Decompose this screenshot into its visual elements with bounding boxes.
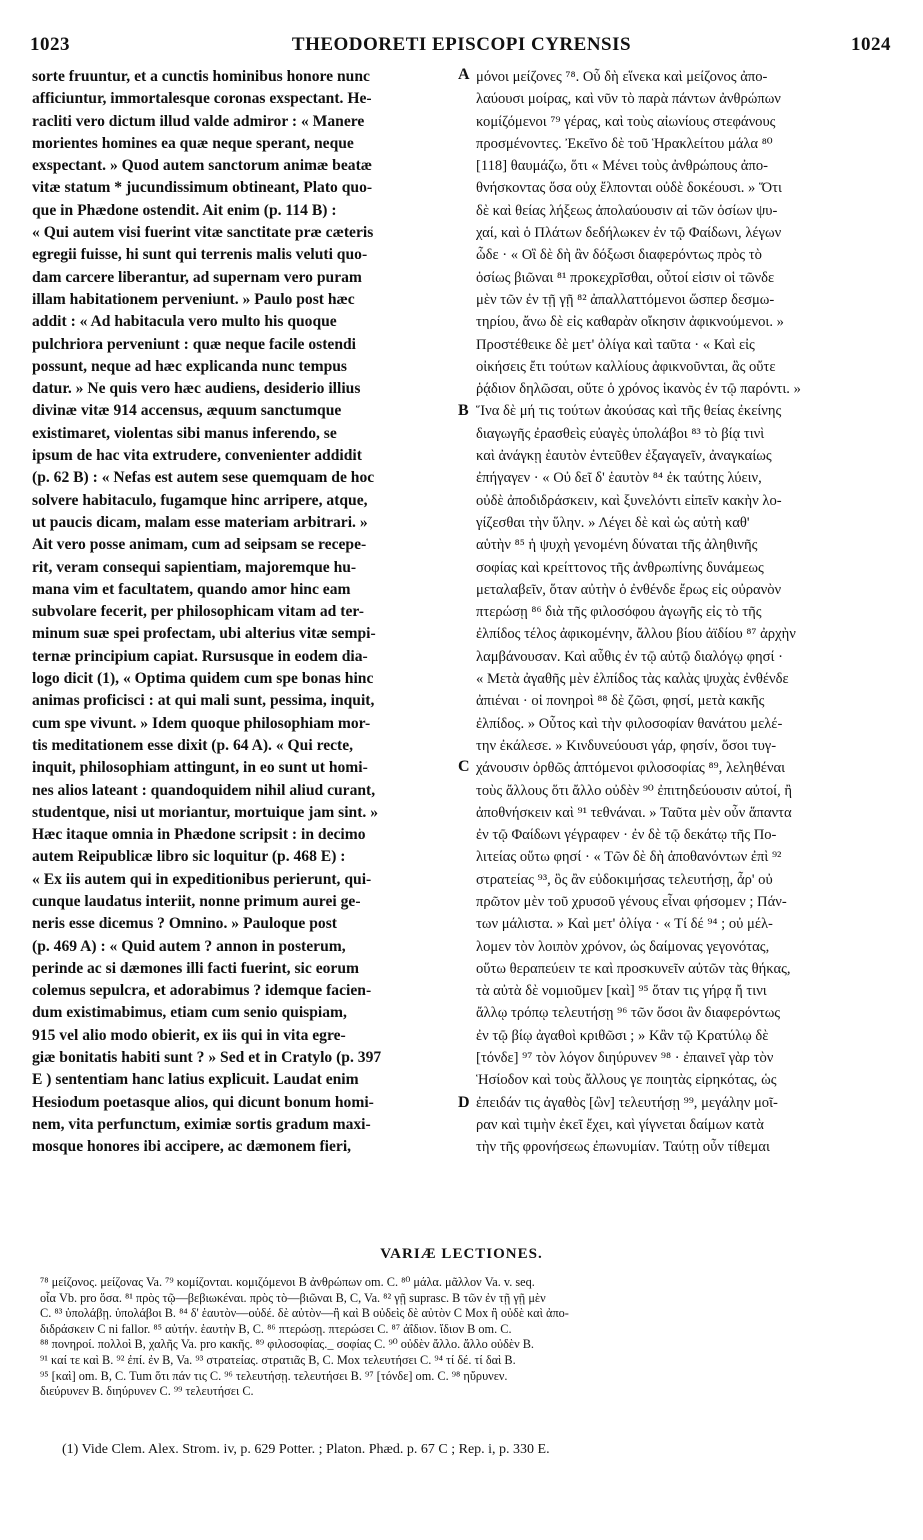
latin-text-line: pulchriora perveniunt : quæ neque facile ostendi [32,335,357,353]
greek-text-line: Ἡσίοδον καὶ τοὺς ἄλλους γε ποιητὰς εἰρηκότας, ὡς [476,1072,777,1089]
latin-text-line: exspectant. » Quod autem sanctorum animæ beatæ [32,157,373,175]
greek-text-line: τὴν τῆς φρονήσεως ἐπωνυμίαν. Ταύτῃ οὖν τίθεμαι [476,1139,770,1156]
greek-text-line: γίζεσθαι τὴν ὕλην. » Λέγει δὲ καὶ ὡς αὐτὴ καθ' [476,514,750,531]
latin-text-line: dam carcere liberantur, ad supernam vero puram [32,268,362,286]
greek-text-line: « Μετὰ ἀγαθῆς μὲν ἐλπίδος τὰς καλὰς ψυχὰς ἐνθένδε [476,671,789,688]
greek-text-line: καὶ ἀνάγκῃ ἑαυτὸν ἐντεῦθεν ἐξαγαγεῖν, ἀναγκαίως [476,448,772,465]
latin-text-line: existimaret, violentas sibi manus inferendo, se [32,424,337,442]
greek-text-line: ὁσίως βιῶναι ⁸¹ προκεχρῖσθαι, οὗτοί εἰσιν οἱ τῶνδε [476,269,775,286]
greek-text-line: ραν καὶ τιμὴν ἐκεῖ ἔχει, καὶ γίγνεται δαίμων κατὰ [476,1116,764,1133]
greek-text-line: μόνοι μείζονες ⁷⁸. Οὗ δὴ εἵνεκα καὶ μείζονος ἀπο- [476,69,768,85]
variant-note-line: διδράσκειν C ni fallor. ⁸⁵ αὑτήν. ἑαυτὴν B, C. ⁸⁶ πτερώσῃ. πτερώσει C. ⁸⁷ ἀΐδιον. ἴδιον B om. C. [40,1321,512,1336]
greek-text-line: ἐλπίδος τέλος ἀφικομένην, ἄλλου βίου ἀϊδίου ⁸⁷ ἀρχὴν [476,626,796,643]
greek-text-line: τοὺς ἄλλους ὅτι ἄλλο οὐδὲν ⁹⁰ ἐπιτηδεύουσιν αὐτοί, ἢ [476,782,793,799]
latin-text-line: ut paucis dicam, malam esse materiam arbitrari. » [32,513,368,531]
greek-text-line: χάνουσιν ὀρθῶς ἁπτόμενοι φιλοσοφίας ⁸⁹, λεληθέναι [476,760,786,777]
variae-lectiones-notes [40,1275,890,1400]
variant-note-line: διεύρυνεν B. διηύρυνεν C. ⁹⁹ τελευτήσει C. [40,1384,254,1399]
greek-text-line: πρῶτον μὲν τοῦ χρυσοῦ γένους εἶναι φήσομεν ; Πάν- [476,893,787,910]
latin-text-line: que in Phædone ostendit. Ait enim (p. 114 B) : [32,201,337,219]
greek-column [476,66,890,1159]
greek-text-line: [118] θαυμάζω, ὅτι « Μένει τοὺς ἀνθρώπους ἀπο- [476,158,768,175]
greek-text-line: οὐδὲ ἀποδιδράσκειν, καὶ ξυνελόντι εἰπεῖν κακὴν λο- [476,492,782,509]
greek-text-line: ῥᾴδιον δηλῶσαι, οὔτε ὁ χρόνος ἱκανὸς ἐν τῷ παρόντι. » [476,381,801,398]
latin-text-line: animas proficisci : at qui mali sunt, pessima, inquit, [32,692,375,710]
latin-text-line: inquit, philosophiam attingunt, in eo sunt ut homi- [32,759,368,777]
greek-text-line: των μάλιστα. » Καὶ μετ' ὀλίγα · « Τί δέ ⁹⁴ ; οὐ μέλ- [476,916,773,933]
greek-text-line: ἐπειδάν τις ἀγαθὸς [ὢν] τελευτήσῃ ⁹⁹, μεγάλην μοῖ- [476,1094,778,1111]
greek-text-line: ἀποθνήσκειν καὶ ⁹¹ τεθνάναι. » Ταῦτα μὲν οὖν ἅπαντα [476,804,792,821]
latin-text-line: Hesiodum poetasque alios, qui dicunt bonum homi- [32,1093,374,1111]
margin-mark-a: A [458,66,470,83]
greek-text-line: λαμβάνουσαν. Καὶ αὖθις ἐν τῷ αὐτῷ διαλόγῳ φησί · [476,648,783,665]
latin-column [32,66,458,1159]
latin-text-line: autem Reipublicæ libro sic loquitur (p. 468 E) : [32,848,346,866]
latin-text-line: perinde ac si dæmones illi facti fuerint, sic eorum [32,959,359,977]
running-title: THEODORETI EPISCOPI CYRENSIS [291,34,632,55]
latin-text-line: sorte fruuntur, et a cunctis hominibus honore nunc [32,68,370,85]
greek-text-line: Ἵνα δὲ μή τις τούτων ἀκούσας καὶ τῆς θείας ἐκείνης [476,403,782,420]
greek-text-line: σοφίας καὶ κρείττονος τῆς ἀνθρωπίνης δυνάμεως [476,559,764,576]
greek-text-line: τὰ αὐτὰ δὲ νομιοῦμεν [καὶ] ⁹⁵ ὅταν τις γήρᾳ ἤ τινι [476,983,767,1000]
greek-text-line: ἐν τῷ βίῳ ἀγαθοὶ κριθῶσι ; » Κἂν τῷ Κρατύλῳ δὲ [476,1027,769,1044]
latin-text-line: giæ bonitatis habiti sunt ? » Sed et in Cratylo (p. 397 [32,1049,382,1067]
greek-text-line: πτερώσῃ ⁸⁶ διὰ τῆς φιλοσόφου ἀγωγῆς εἰς τὸ τῆς [476,604,762,621]
latin-text-line: datur. » Ne quis vero hæc audiens, desiderio illius [32,380,361,398]
greek-text-line: χαί, καὶ ὁ Πλάτων δεδήλωκεν ἐν τῷ Φαίδωνι, λέγων [476,225,782,242]
right-page-number: 1024 [851,34,891,55]
variant-note-line: ⁸⁸ πονηροί. πολλοὶ B, χαλῆς Va. pro κακῆς. ⁸⁹ φιλοσοφίας._ σοφίας C. ⁹⁰ οὐδὲν ἄλλο. ἄλλο οὐδὲν B. [40,1337,534,1352]
latin-text-line: rit, veram consequi sapientiam, majoremque hu- [32,558,357,576]
greek-text-line: ἐπήγαγεν · « Οὐ δεῖ δ' ἑαυτὸν ⁸⁴ ἐκ ταύτης λύειν, [476,470,762,487]
latin-text-line: vitæ statum * jucundissimum obtineant, Plato quo- [32,179,373,197]
latin-text-line: afficiuntur, immortalesque coronas exspectant. He- [32,90,372,108]
latin-text-line: morientes homines ea quæ neque sperant, neque [32,134,354,152]
greek-text-line: ὧδε · « Οἳ δὲ δὴ ἂν δόξωσι διαφερόντως πρὸς τὸ [476,247,762,264]
variant-note-line: οἷα Vb. pro ὅσα. ⁸¹ πρὸς τῷ—βεβιωκέναι. πρὸς τὸ—βιῶναι B, C, Va. ⁸² γῇ suprasc. B τῶν ἐν τῇ γῇ μὲν [40,1290,546,1305]
greek-text-line: τηρίου, ἄνω δὲ εἰς καθαρὰν οἴκησιν ἀφικνούμενοι. » [476,314,784,331]
margin-mark-c: C [458,758,470,775]
latin-text-line: « Qui autem visi fuerint vitæ sanctitate præ cæteris [32,224,374,242]
latin-text-line: (p. 62 B) : « Nefas est autem sese quemquam de hoc [32,469,375,487]
greek-text-line: μεταλαβεῖν, ὅταν αὐτὴν ὁ ἐνθένδε ἔρως εἰς οὐρανὸν [476,581,782,598]
latin-text-line: (p. 469 A) : « Quid autem ? annon in posterum, [32,937,346,955]
latin-text-line: racliti vero dictum illud valde admiror : « Manere [32,112,365,130]
variant-note-line: ⁹¹ καί τε καὶ B. ⁹² ἐπί. ἐν B, Va. ⁹³ στρατείας. στρατιᾶς B, C. Mox τελευτήσει C. ⁹⁴ τί δέ. τί δαὶ B. [40,1352,516,1367]
greek-text-line: οἰκήσεις ἔτι τούτων καλλίους ἀφικνοῦνται, ἃς οὔτε [476,358,776,375]
variant-note-line: ⁹⁵ [καὶ] om. B, C. Tum ὅτι πάν τις C. ⁹⁶ τελευτήσῃ. τελευτήσει B. ⁹⁷ [τόνδε] om. C. ⁹⁸ ηὔρυνεν. [40,1368,508,1383]
latin-text-line: tis meditationem esse dixit (p. 64 A). « Qui recte, [32,736,354,754]
greek-text-line: οὕτω θεραπεύειν τε καὶ προσκυνεῖν αὐτῶν τὰς θήκας, [476,960,791,977]
latin-text-line: mana vim et facultatem, quando amor hinc eam [32,580,351,598]
variae-lectiones-heading: VARIÆ LECTIONES. [380,1246,543,1262]
left-page-number: 1023 [30,34,70,55]
greek-text-line: στρατείας ⁹³, ὃς ἂν εὐδοκιμήσας τελευτήσῃ, ἆρ' οὐ [476,871,773,888]
greek-text-line: ἄλλῳ τρόπῳ τελευτήσῃ ⁹⁶ τῶν ὅσοι ἂν διαφερόντως [476,1005,781,1022]
latin-text-line: « Ex iis autem qui in expeditionibus perierunt, qui- [32,870,372,888]
latin-text-line: addit : « Ad habitacula vero multo his quoque [32,313,337,331]
latin-text-line: cunque laudatus interiit, nonne primum aurei ge- [32,892,361,910]
latin-text-line: nem, vita perfunctum, eximiæ sortis gradum maxi- [32,1115,371,1133]
latin-text-line: ternæ principium capiat. Rursusque in eodem dia- [32,647,368,665]
latin-text-line: studentque, nisi ut moriantur, mortuique jam sint. » [32,803,378,821]
greek-text-line: [τόνδε] ⁹⁷ τὸν λόγον διηύρυνεν ⁹⁸ · ἐπαινεῖ γὰρ τὸν [476,1050,774,1067]
latin-text-line: Ait vero posse animam, cum ad seipsam se recepe- [32,536,367,554]
greek-text-line: την ἐκάλεσε. » Κινδυνεύουσι γάρ, φησίν, ὅσοι τυγ- [476,737,777,754]
greek-text-line: προσμένοντες. Ἐκεῖνο δὲ τοῦ Ἡρακλείτου μάλα ⁸⁰ [476,135,773,152]
latin-text-line: E ) sententiam hanc latius explicuit. Laudat enim [32,1071,359,1089]
greek-text-line: κομίζόμενοι ⁷⁹ γέρας, καὶ τοὺς αἰωνίους στεφάνους [476,113,776,130]
greek-text-line: λιτείας οὕτω φησί · « Τῶν δὲ δὴ ἀποθανόντων ἐπὶ ⁹² [476,849,782,866]
greek-text-line: λαύουσι μοίρας, καὶ νῦν τὸ παρὰ πάντων ἀνθρώπων [476,91,781,108]
margin-mark-b: B [458,402,469,419]
variant-note-line: C. ⁸³ ὑπολάβῃ. ὑπολάβοι B. ⁸⁴ δ' ἑαυτὸν—οὐδέ. δὲ αὐτὸν—ἢ καὶ B οὐδεὶς δὲ αὐτὸν C Mox ἢ οὐδὲ καὶ ἀπο- [40,1306,569,1321]
latin-text-line: mosque honores ibi accipere, ac dæmonem fieri, [32,1138,352,1156]
latin-text-line: 915 vel alio modo obierit, ex iis qui in vita egre- [32,1026,346,1044]
greek-text-line: ἐν τῷ Φαίδωνι γέγραφεν · ἐν δὲ τῷ δεκάτῳ τῆς Πο- [476,827,777,844]
latin-text-line: dum existimabimus, etiam cum senio quispiam, [32,1004,347,1022]
greek-text-line: διαγωγῆς ἐρασθεὶς εὐαγὲς ὑπολάβοι ⁸³ τὸ βίᾳ τινὶ [476,425,765,442]
greek-text-line: μὲν τῶν ἐν τῇ γῇ ⁸² ἀπαλλαττόμενοι ὥσπερ δεσμω- [476,291,775,308]
greek-text-line: θνήσκοντας ὅσα οὐχ ἔλπονται οὐδὲ δοκέουσι. » Ὅτι [476,180,782,197]
greek-text-line: αὑτὴν ⁸⁵ ἡ ψυχὴ γενομένη δύναται τῆς ἀληθινῆς [476,537,758,554]
greek-text-line: λομεν τὸν λοιπὸν χρόνον, ὡς δαίμονας γεγονότας, [476,938,770,955]
latin-text-line: neris esse dicemus ? Omnino. » Pauloque post [32,915,337,933]
latin-text-line: illam habitationem perveniunt. » Paulo post hæc [32,290,355,308]
latin-text-line: subvolare fecerit, per philosophicam vitam ad ter- [32,603,364,621]
latin-text-line: Hæc itaque omnia in Phædone scripsit : in decimo [32,826,366,844]
latin-text-line: ipsum de hac vita extrudere, convenienter addidit [32,447,362,465]
footnote: (1) Vide Clem. Alex. Strom. iv, p. 629 Potter. ; Platon. Phæd. p. 67 C ; Rep. i, p. 330 E. [62,1442,550,1457]
margin-mark-d: D [458,1094,470,1111]
greek-text-line: ἀπιέναι · οἱ πονηροὶ ⁸⁸ δὲ ζῶσι, φησί, μετὰ κακῆς [476,693,765,710]
latin-text-line: colemus sepulcra, et adorabimus ? idemque facien- [32,982,372,1000]
latin-text-line: possunt, neque ad hæc explicanda nunc tempus [32,357,347,375]
latin-text-line: solvere habitaculo, fugamque hinc arripere, atque, [32,491,368,509]
latin-text-line: cum spe vivunt. » Idem quoque philosophiam mor- [32,714,371,732]
latin-text-line: nes alios lateant : quandoquidem nihil aliud curant, [32,781,376,799]
latin-text-line: divinæ vitæ 914 accensus, æquum sanctumque [32,402,342,420]
greek-text-line: ἐλπίδος. » Οὗτος καὶ τὴν φιλοσοφίαν θανάτου μελέ- [476,715,783,732]
greek-text-line: Προστέθεικε δὲ μετ' ὀλίγα καὶ ταῦτα · « Καὶ εἰς [476,336,755,353]
latin-text-line: logo dicit (1), « Optima quidem cum spe bonas hinc [32,670,374,688]
variant-note-line: ⁷⁸ μείζονος. μείζονας Va. ⁷⁹ κομίζονται. κομιζόμενοι B ἀνθρώπων om. C. ⁸⁰ μάλα. μᾶλλον Va. v. seq. [40,1275,535,1289]
greek-text-line: δὲ καὶ θείας λήξεως ἀπολαύουσιν αἱ τῶν ὁσίων ψυ- [476,202,778,219]
latin-text-line: minum suæ spei profectam, ubi alterius vitæ sempi- [32,625,376,643]
latin-text-line: egregii fuisse, hi sunt qui terrenis malis veluti quo- [32,246,368,264]
